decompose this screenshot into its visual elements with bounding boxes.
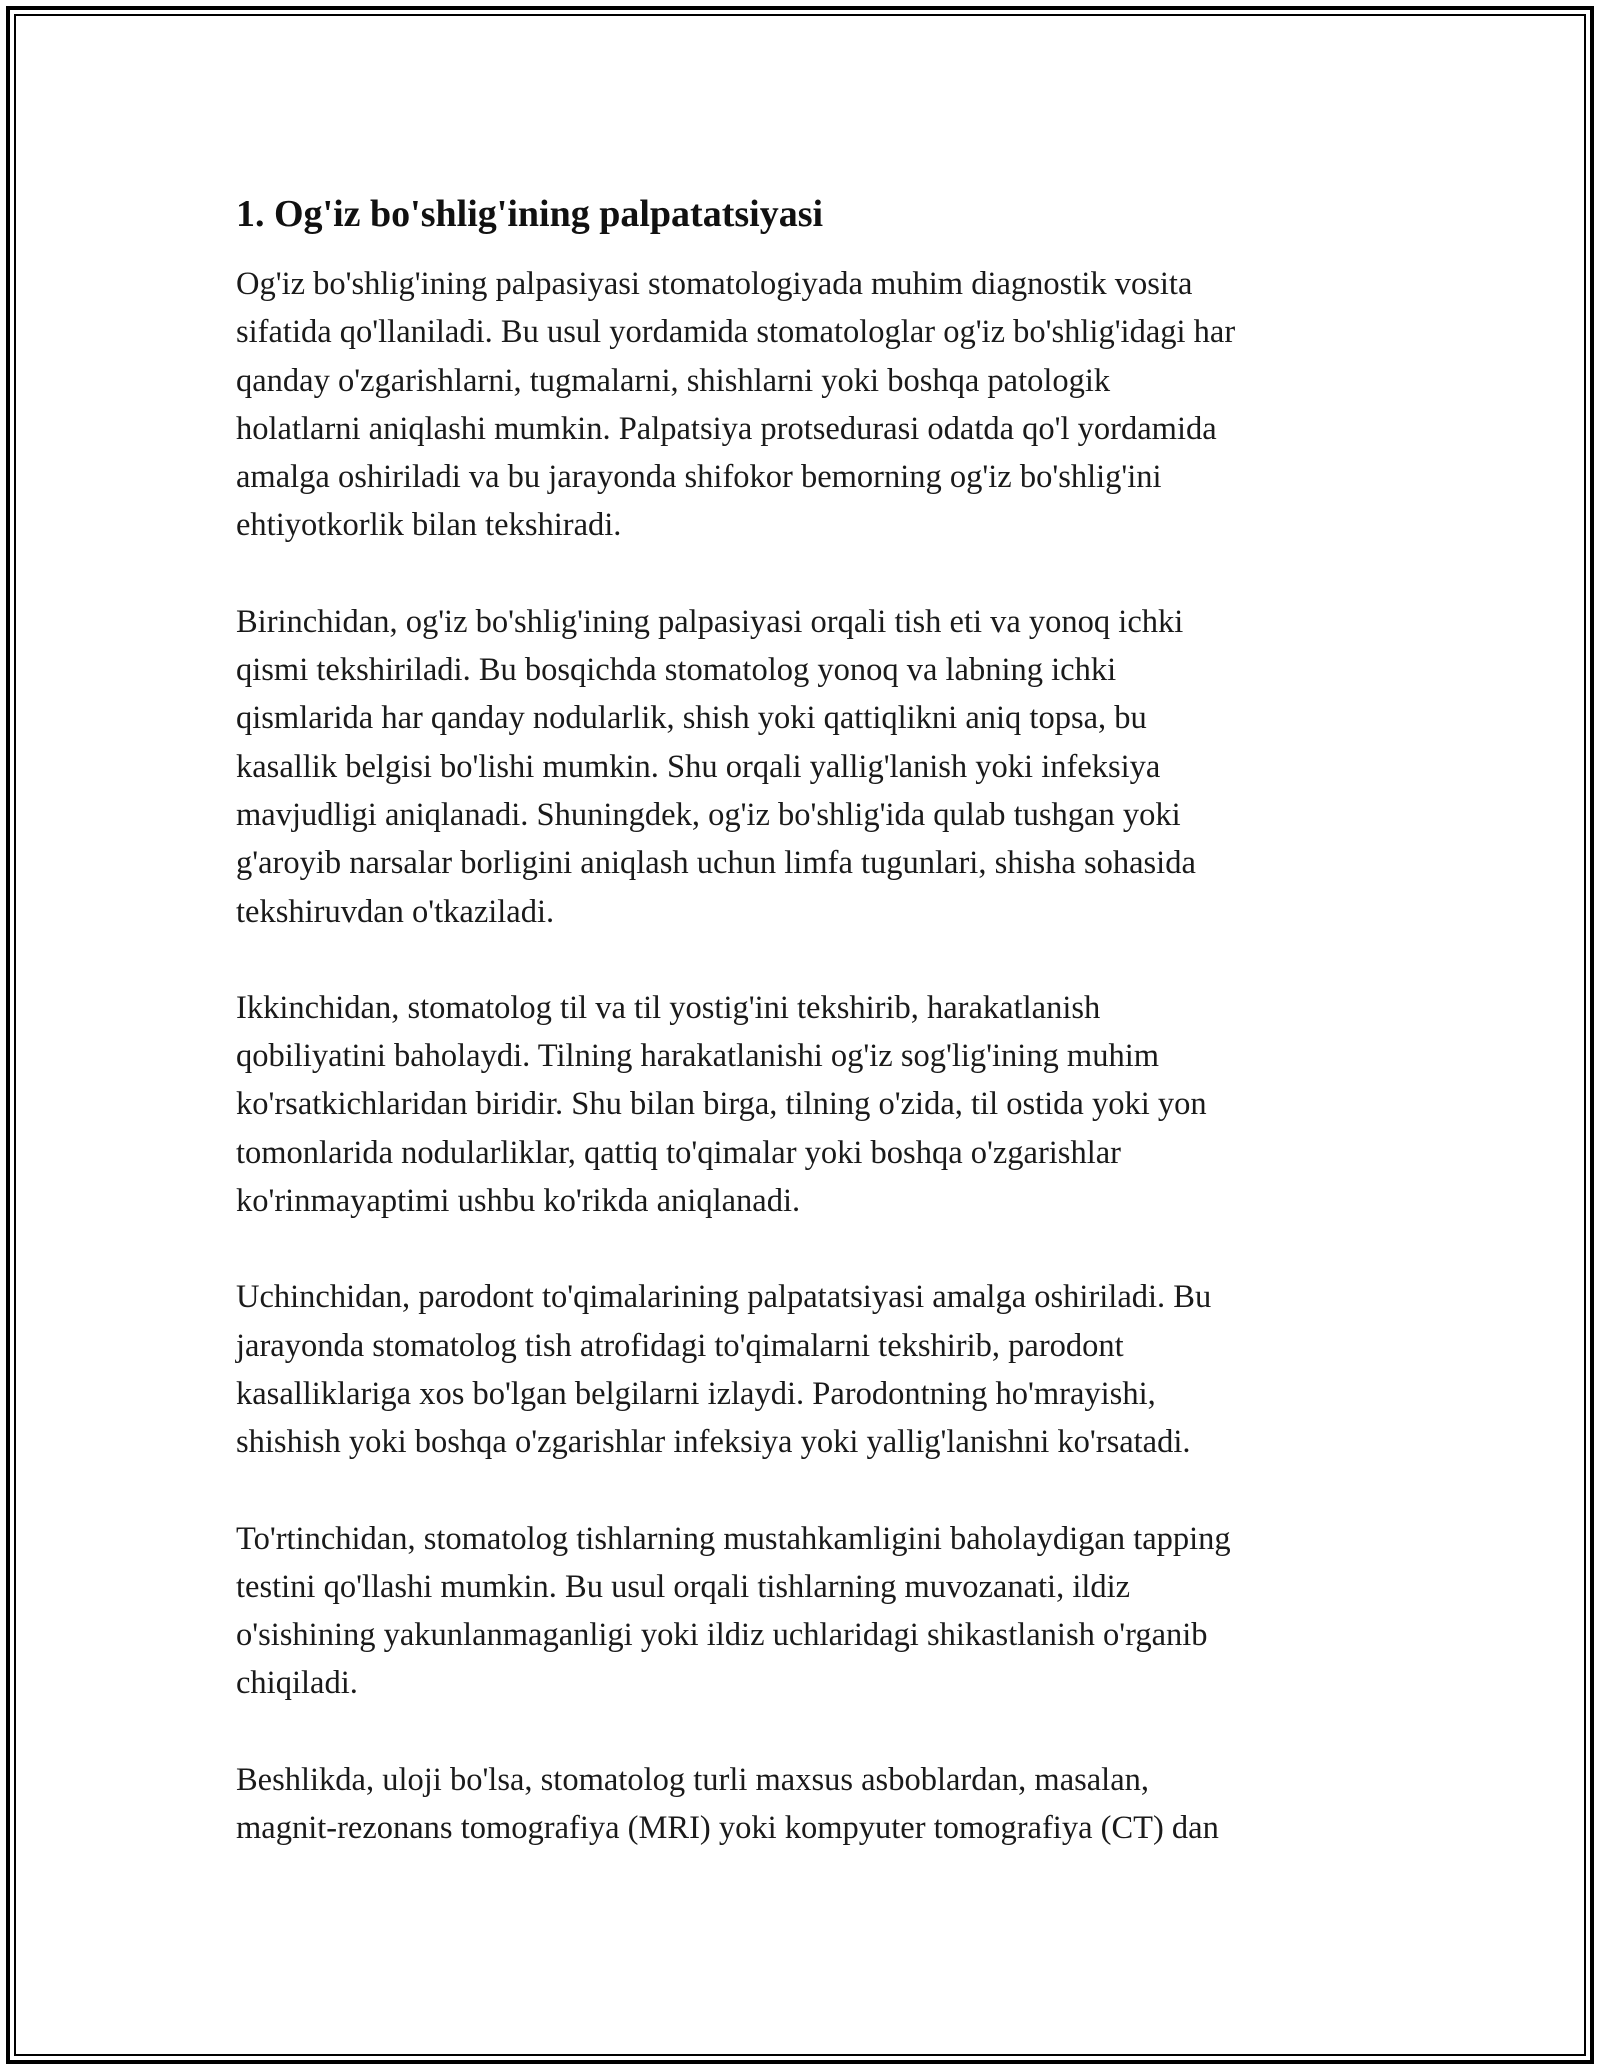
text-line: qismi tekshiriladi. Bu bosqichda stomatolog yonoq va labning ichki	[236, 652, 1117, 689]
text-line: Og'iz bo'shlig'ining palpasiyasi stomatologiyada muhim diagnostik vosita	[236, 266, 1193, 302]
text-line: holatlarni aniqlashi mumkin. Palpatsiya protsedurasi odatda qo'l yordamida	[236, 410, 1217, 447]
text-line: g'aroyib narsalar borligini aniqlash uchun limfa tugunlari, shisha sohasida	[236, 845, 1196, 882]
text-line: mavjudligi aniqlanadi. Shuningdek, og'iz bo'shlig'ida qulab tushgan yoki	[236, 796, 1181, 833]
text-line: tomonlarida nodularliklar, qattiq to'qimalar yoki boshqa o'zgarishlar	[236, 1134, 1121, 1171]
text-line: ehtiyotkorlik bilan tekshiradi.	[236, 507, 622, 544]
text-line: Uchinchidan, parodont to'qimalarining palpatatsiyasi amalga oshiriladi. Bu	[236, 1279, 1212, 1316]
text-line: magnit-rezonans tomografiya (MRI) yoki kompyuter tomografiya (CT) dan	[236, 1810, 1219, 1847]
text-line: To'rtinchidan, stomatolog tishlarning mustahkamligini baholaydigan tapping	[236, 1520, 1231, 1557]
text-line: testini qo'llashi mumkin. Bu usul orqali tishlarning muvozanati, ildiz	[236, 1568, 1131, 1605]
document-body	[236, 188, 1366, 1900]
paragraph-second	[236, 984, 1366, 1225]
paragraph-intro	[236, 260, 1366, 550]
text-line: Ikkinchidan, stomatolog til va til yostig'ini tekshirib, harakatlanish	[236, 989, 1101, 1026]
text-line: ko'rsatkichlaridan biridir. Shu bilan birga, tilning o'zida, til ostida yoki yon	[236, 1086, 1207, 1123]
text-line: qismlarida har qanday nodularlik, shish yoki qattiqlikni aniq topsa, bu	[236, 700, 1147, 737]
text-line: tekshiruvdan o'tkaziladi.	[236, 893, 555, 930]
text-line: ko'rinmayaptimi ushbu ko'rikda aniqlanadi.	[236, 1183, 801, 1220]
paragraph-third	[236, 1273, 1366, 1466]
text-line: qanday o'zgarishlarni, tugmalarni, shishlarni yoki boshqa patologik	[236, 362, 1111, 399]
text-line: qobiliyatini baholaydi. Tilning harakatlanishi og'iz sog'lig'ining muhim	[236, 1038, 1160, 1075]
text-line: shishish yoki boshqa o'zgarishlar infeksiya yoki yallig'lanishni ko'rsatadi.	[236, 1424, 1191, 1461]
text-line: kasalliklariga xos bo'lgan belgilarni izlaydi. Parodontning ho'mrayishi,	[236, 1375, 1156, 1412]
text-line: Beshlikda, uloji bo'lsa, stomatolog turli maxsus asboblardan, masalan,	[236, 1761, 1150, 1798]
text-line: amalga oshiriladi va bu jarayonda shifokor bemorning og'iz bo'shlig'ini	[236, 459, 1162, 496]
text-line: kasallik belgisi bo'lishi mumkin. Shu orqali yallig'lanish yoki infeksiya	[236, 748, 1161, 785]
text-line: Birinchidan, og'iz bo'shlig'ining palpasiyasi orqali tish eti va yonoq ichki	[236, 603, 1184, 640]
text-line: o'sishining yakunlanmaganligi yoki ildiz uchlaridagi shikastlanish o'rganib	[236, 1617, 1208, 1654]
text-line: sifatida qo'llaniladi. Bu usul yordamida stomatologlar og'iz bo'shlig'idagi har	[236, 314, 1236, 351]
paragraph-fourth	[236, 1515, 1366, 1708]
paragraph-fifth	[236, 1756, 1366, 1853]
text-line: chiqiladi.	[236, 1665, 358, 1702]
paragraph-first	[236, 598, 1366, 936]
text-line: jarayonda stomatolog tish atrofidagi to'qimalarni tekshirib, parodont	[236, 1327, 1124, 1364]
section-heading: 1. Og'iz bo'shlig'ining palpatatsiyasi	[236, 193, 824, 235]
